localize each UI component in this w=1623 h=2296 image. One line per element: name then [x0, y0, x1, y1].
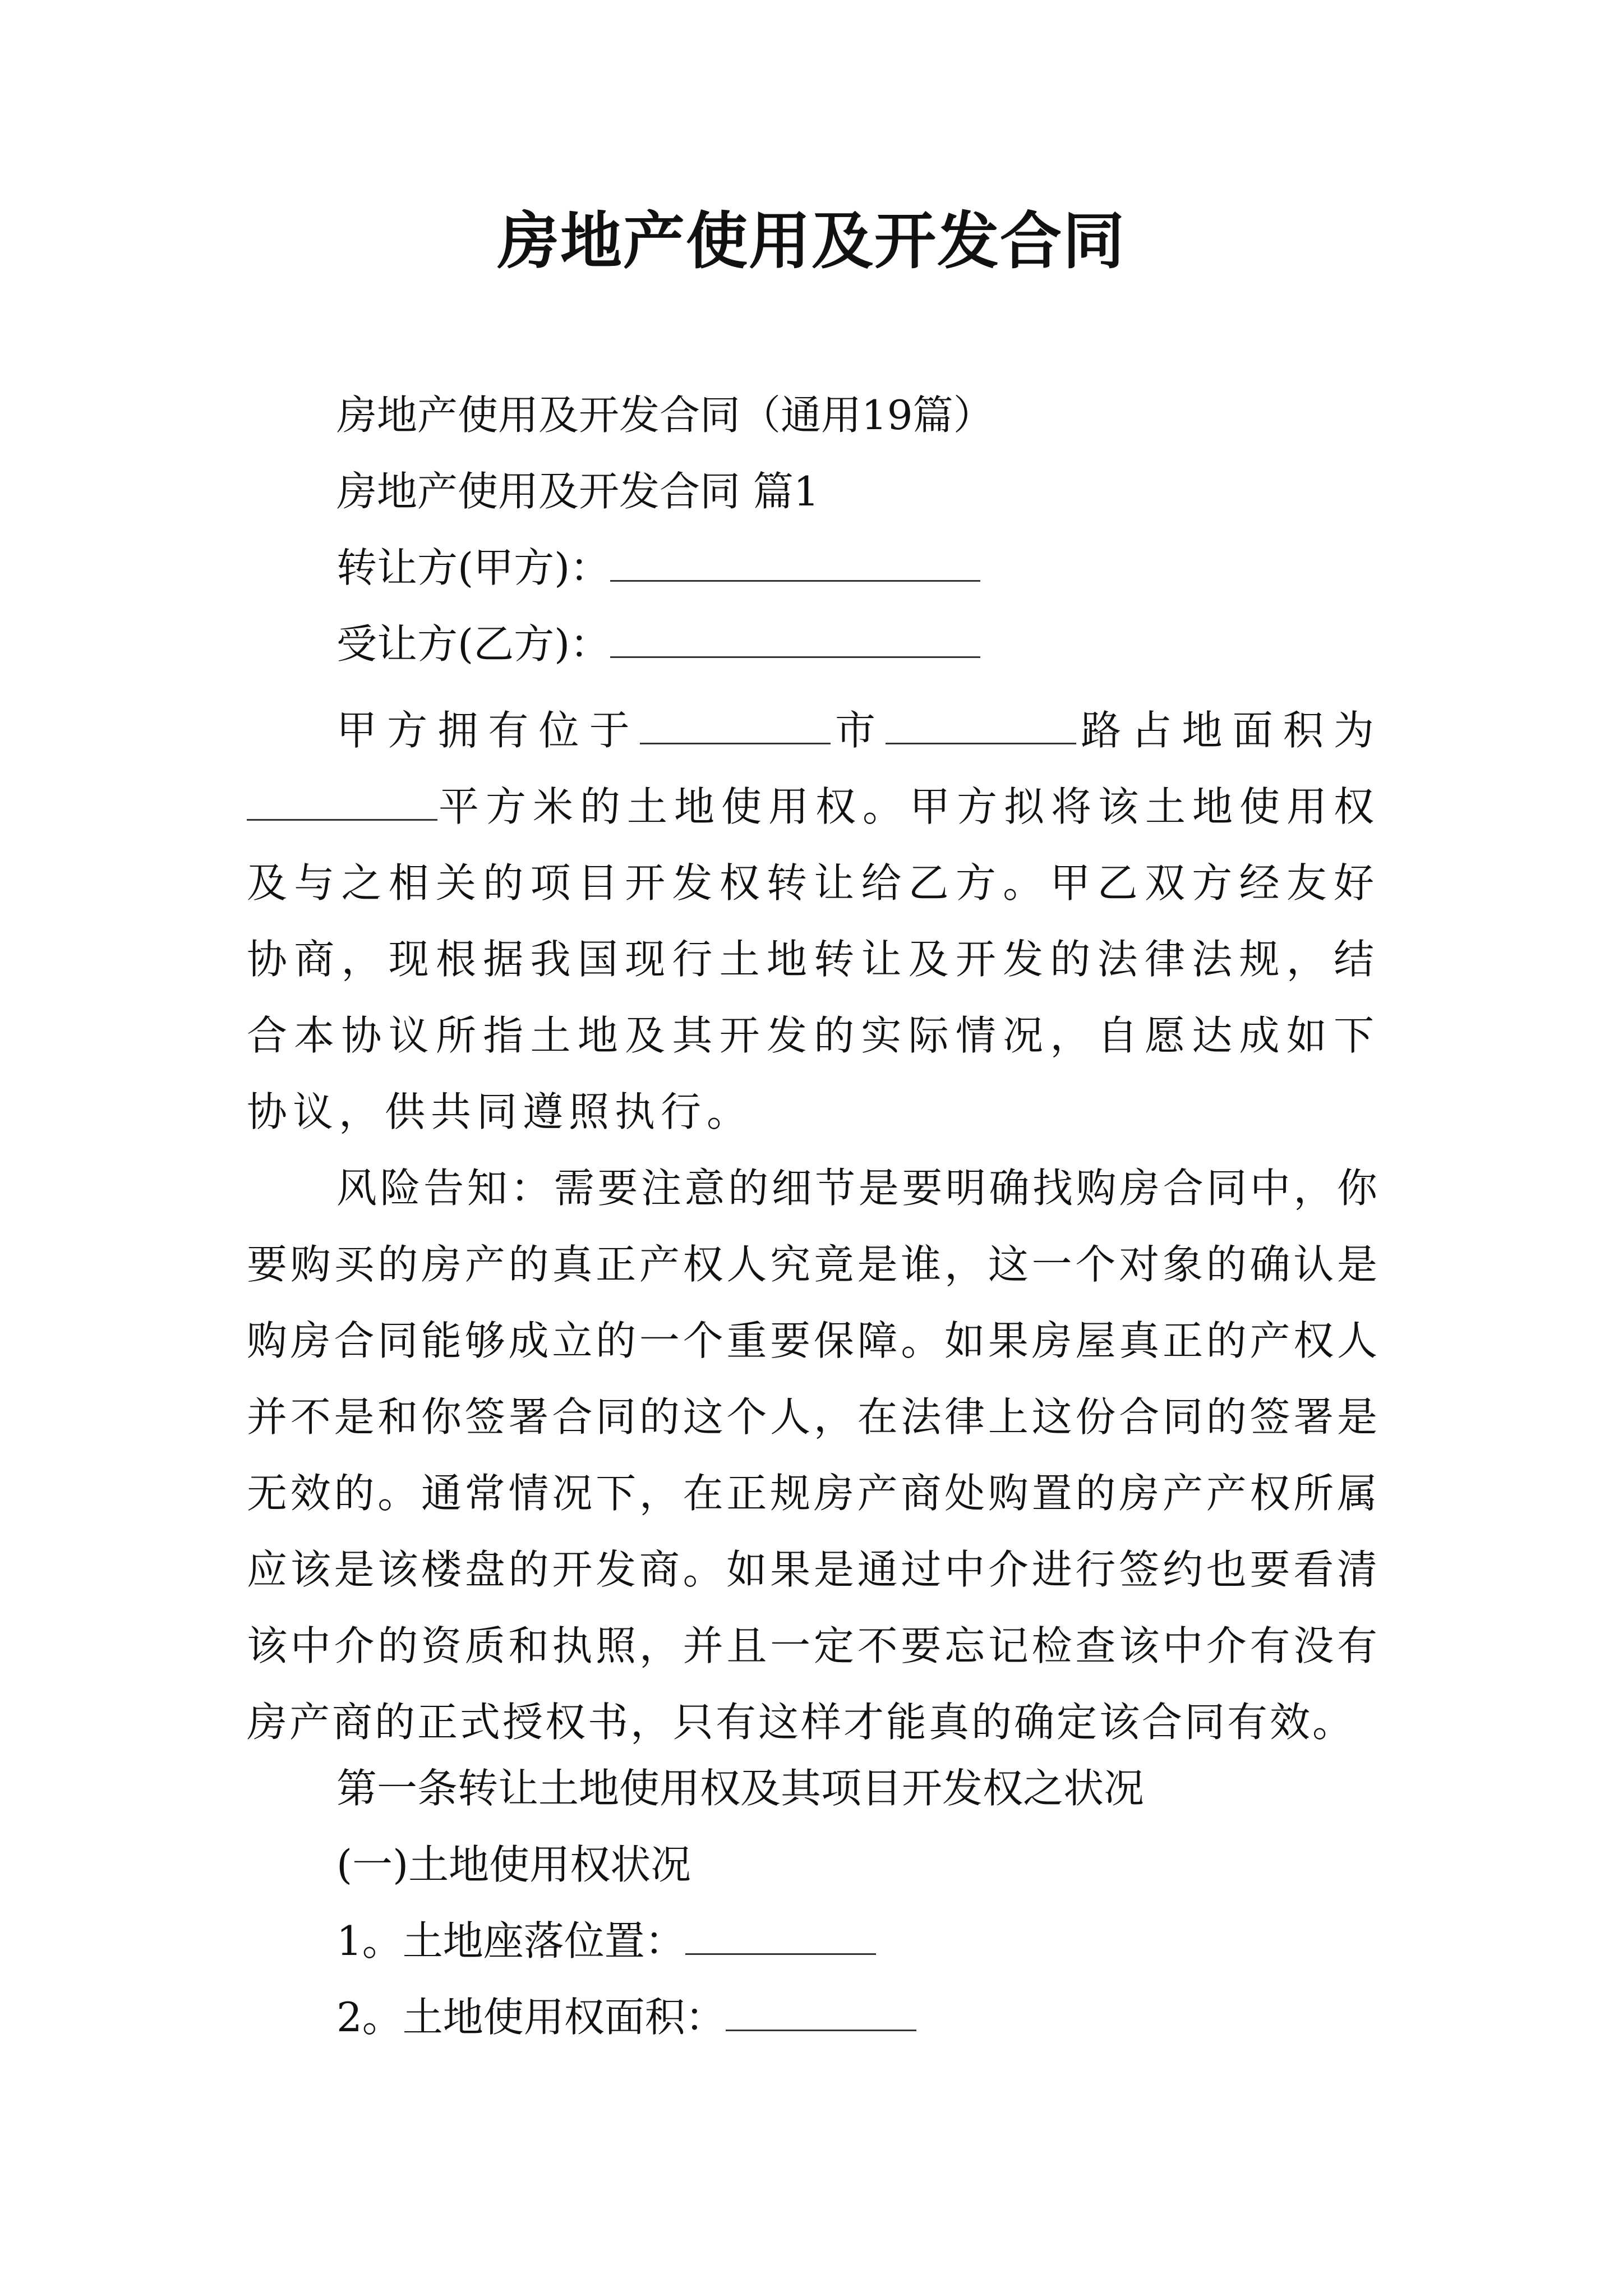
item-2-line [336, 1989, 916, 2045]
location-blank [685, 1920, 876, 1955]
party-a-line [336, 540, 980, 596]
land-area-blank [726, 1996, 916, 2031]
document-subtitle: 房地产使用及开发合同（通用19篇） [336, 392, 994, 439]
risk-notice-paragraph: 风险告知：需要注意的细节是要明确找购房合同中，你要购买的房产的真正产权人究竟是谁，这一个对象的确认是购房合同能够成立的一个重要保障。如果房屋真正的产权人并不是和你签署合同的这个人，在法律上这份合同的签署是无效的。通常情况下，在正规房产商处购置的房产产权所属应该是该楼盘的开发商。如果是通过中介进行签约也要看清该中介的资质和执照，并且一定不要忘记检查该中介有没有房产商的正式授权书，只有这样才能真的确定该合同有效。 [247, 1165, 1380, 1746]
area-blank [247, 785, 437, 821]
item-1-line [336, 1913, 876, 1969]
section-1-title: (一)土地使用权状况 [336, 1841, 691, 1888]
party-b-label: 受让方(乙方)： [336, 620, 611, 668]
city-blank [640, 709, 831, 744]
intro-text-4: 平方米的土地使用权。甲方拟将该土地使用权及与之相关的项目开发权转让给乙方。甲乙双方经友好协商，现根据我国现行土地转让及开发的法律法规，结合本协议所指土地及其开发的实际情况，自愿达成如下协议，供共同遵照执行。 [247, 783, 1380, 1135]
intro-text-1: 甲方拥有位于 [336, 707, 640, 754]
party-a-label: 转让方(甲方)： [336, 544, 611, 591]
intro-paragraph [247, 692, 1380, 1150]
intro-text-3: 路占地面积为 [1076, 707, 1380, 754]
item-2-label: 2。土地使用权面积： [336, 1994, 726, 2041]
party-b-blank [610, 623, 980, 658]
document-title: 房地产使用及开发合同 [497, 205, 1126, 277]
party-a-blank [610, 546, 980, 582]
chapter-heading: 房地产使用及开发合同 篇1 [336, 468, 819, 515]
intro-text-2: 市 [830, 707, 886, 754]
road-blank [886, 709, 1076, 744]
party-b-line [336, 616, 980, 672]
article-1-title: 第一条转让土地使用权及其项目开发权之状况 [336, 1765, 1145, 1812]
item-1-label: 1。土地座落位置： [336, 1917, 685, 1964]
